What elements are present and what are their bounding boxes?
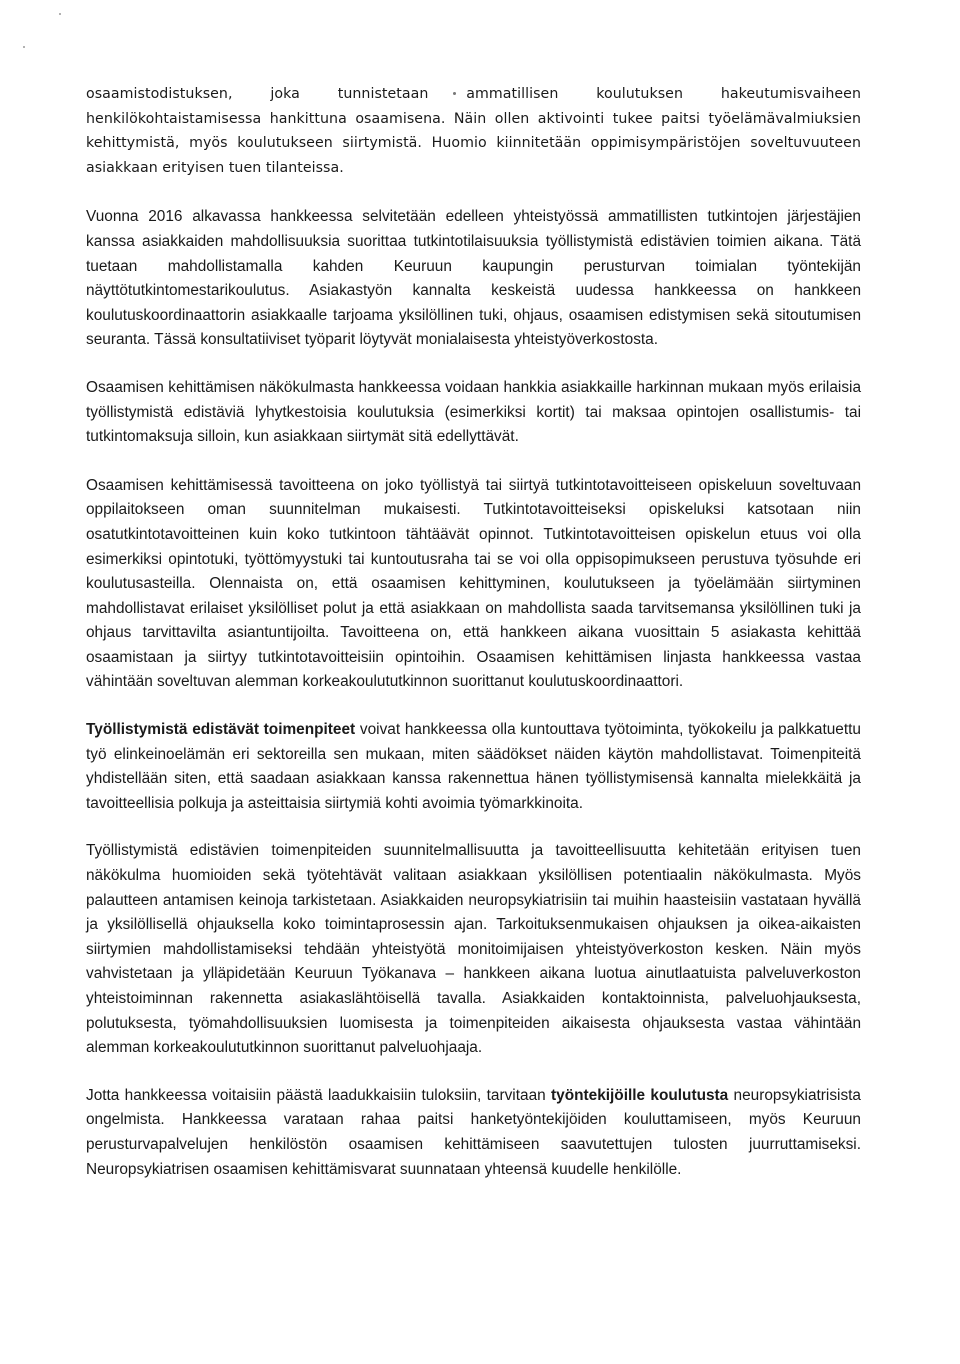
paragraph-text: voivat hankkeessa olla kuntouttava työtoiminta, työkokeilu ja palkkatuettu työ elinkeinoelämän eri sektoreilla sen mukaan, miten säädökset näiden käytön mahdollistavat. Toimenpiteitä yhdistellään siten, että saadaan asiakkaan kanssa rakennettua hänen työllistymisensä kannalta mielekkäitä ja tavoitteellisia polkuja ja asteittaisia siirtymiä kohti avoimia työmarkkinoita. <box>86 721 861 812</box>
paragraph-text: Jotta hankkeessa voitaisiin päästä laadukkaisiin tuloksiin, tarvitaan <box>86 1086 552 1104</box>
paragraph-tutkintotilaisuudet: Vuonna 2016 alkavassa hankkeessa selvitetään edelleen yhteistyössä ammatillisten tutkintojen järjestäjien kanssa asiakkaiden mahdollisuuksia suorittaa tutkintotilaisuuksia työllistymistä edistävien toimien aikana. Tätä tuetaan mahdollistamalla kahden Keuruun kaupungin perusturvan toimialan työntekijän näyttötutkintomestarikoulutus. Asiakastyön kannalta keskeistä uudessa hankkeessa on hankkeen koulutuskoordinaattorin asiakkaalle tarjoama yksilöllinen tuki, ohjaus, osaamisen edistymisen sekä sitoutumisen seuranta. Tässä konsultatiiviset työparit löytyvät monialaisesta yhteistyöverkostosta. <box>86 208 861 349</box>
paragraph-tyollistymista-edistavat-toimenpiteet <box>86 718 861 816</box>
paragraph-osaamistodistus: osaamistodistuksen, joka tunnistetaan ammatillisen koulutuksen hakeutumisvaiheen henkilökohtaistamisessa hankittuna osaamisena. Näin ollen aktivointi tukee paitsi työelämävalmiuksien kehittymistä, myös koulutukseen siirtymistä. Huomio kiinnitetään oppimisympäristöjen soveltuvuuteen asiakkaan erityisen tuen tilanteissa. <box>86 86 861 176</box>
document-page <box>86 82 861 1182</box>
scan-speck <box>23 46 25 48</box>
paragraph-osaamisen-kehittaminen: Osaamisen kehittämisessä tavoitteena on joko työllistyä tai siirtyä tutkintotavoitteiseen opiskeluun soveltuvaan oppilaitokseen oman suunnitelman mukaisesti. Tutkintotavoitteiseksi opiskeluksi katsotaan niin osatutkintotavoitteinen kuin koko tutkintoon tähtäävät opinnot. Tutkintotavoitteisen opiskelun etuus voi olla esimerkiksi opintotuki, työttömyystuki tai kuntoutusraha tai se voi olla oppisopimukseen perustuva työsuhde eri koulutusasteilla. Olennaista on, että osaamisen kehittyminen, koulutukseen ja työelämään siirtyminen mahdollistavat erilaiset yksilölliset polut ja että asiakkaan on mahdollista saada tarvitsemansa yksilöllinen tuki ja ohjaus tarvittavilta asiantuntijoilta. Tavoitteena on, että hankkeen aikana vuosittain 5 asiakasta kehittää osaamistaan ja siirtyy tutkintotavoitteisiin opintoihin. Osaamisen kehittämisen linjasta hankkeessa vastaa vähintään soveltuvan alemman korkeakoulututkinnon suorittanut koulutuskoordinaattori. <box>86 476 861 691</box>
paragraph-suunnitelmallisuus: Työllistymistä edistävien toimenpiteiden suunnitelmallisuutta ja tavoitteellisuutta kehitetään erityisen tuen näkökulma huomioiden sekä työtehtävät valitaan asiakkaan yksilöllisen potentiaalin näkökulmasta. Myös palautteen antamisen keinoja tarkistetaan. Asiakkaiden neuropsykiatrisiin tai muihin haasteisiin vastataan hyvällä ja yksilöllisellä ohjauksella koko toimintaprosessin ajan. Tarkoituksenmukaisen ohjauksen ja oikea-aikaisten siirtymien mahdollistamiseksi tehdään yhteistyötä monitoimijaisen yhteistyöverkoston kesken. Näin myös vahvistetaan ja ylläpidetään Keuruun Työkanava – hankkeen aikana luotua ainutlaatuista palveluverkoston yhteistoiminnan rakennetta asiakaslähtöisellä tavalla. Asiakkaiden kontaktoinnista, palveluohjauksesta, polutuksesta, työmahdollisuuksien luomisesta ja toimenpiteiden aikaisesta ohjauksesta vastaa vähintään alemman korkeakoulututkinnon suorittanut palveluohjaaja. <box>86 842 861 1057</box>
paragraph-tyontekijoiden-koulutus <box>86 1084 861 1182</box>
paragraph-text: neuropsykiatrisista ongelmista. Hankkeessa varataan rahaa paitsi hanketyöntekijöiden kouluttamiseen, myös Keuruun perusturvapalvelujen henkilöstön osaamisen kehittämiseen saavutettujen tulosten juurruttamiseksi. Neuropsykiatrisen osaamisen kehittämisvarat suunnataan yhteensä kuudelle henkilölle. <box>86 1086 861 1178</box>
paragraph-lyhytkestoiset-koulutukset: Osaamisen kehittämisen näkökulmasta hankkeessa voidaan hankkia asiakkaille harkinnan mukaan myös erilaisia työllistymistä edistäviä lyhytkestoisia koulutuksia (esimerkiksi kortit) tai maksaa opintojen osallistumis- tai tutkintomaksuja silloin, kun asiakkaan siirtymät sitä edellyttävät. <box>86 378 861 446</box>
scan-speck <box>59 13 61 15</box>
paragraph-heading-bold: Työllistymistä edistävät toimenpiteet <box>86 721 356 739</box>
paragraph-emphasis-bold: työntekijöille koulutusta <box>551 1086 729 1104</box>
